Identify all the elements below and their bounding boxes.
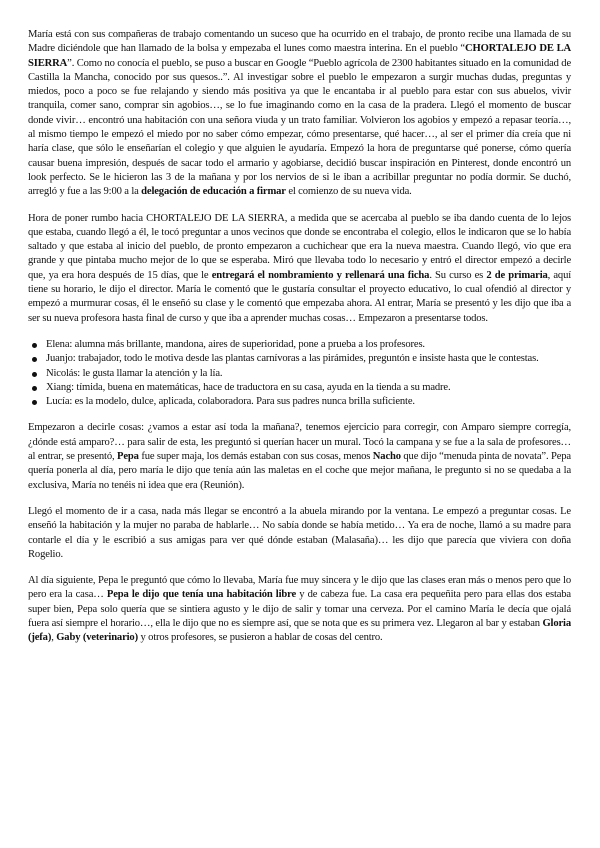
bold-text: CHORTALEJO DE LA SIERRA (28, 43, 571, 69)
text-run: , aquí tiene su horario, le dijo el director. María le comentó que le gustaría consultar el proyecto educativo, lo cual ofendió al director y empezó a murmurar cosas, él le enseñó su clase y le comentó que empezaba ahora. Al entrar, María se presentó y les dijo que iba a ser su nueva profesora hasta final de curso y que iba a aprender muchas cosas… Empezaron a presentarse todos. (28, 269, 572, 324)
bold-text: Pepa le dijo que tenía una habitación libre (106, 589, 297, 601)
bold-text: Pepa (117, 451, 139, 463)
bold-text: Nacho (372, 451, 401, 463)
text-run: Hora de poner rumbo hacia CHORTALEJO DE LA SIERRA, a medida que se acercaba al pueblo se iba dando cuenta de lo lejos que estaba, cuando llegó a él, le tocó preguntar a unos vecinos que donde se encontraba el colegio, ellos le indicaron que se lo había saltado y que estaba al inicio del pueblo, de pronto empezaron a cuchichear que era la nueva maestra. Cuando llegó, vio que era grande y que pintaba mucho mejor de lo que se esperaba. Miró que llevaba todo lo necesario y entró el director empezó a decirle que, ya era hora después de 15 días, que le (28, 212, 571, 281)
text-run: el comienzo de su nueva vida. (285, 186, 412, 198)
list-item: Elena: alumna más brillante, mandona, aires de superioridad, pone a prueba a los profesores. (44, 338, 571, 352)
text-run: Empezaron a decirle cosas: ¿vamos a estar así toda la mañana?, tenemos ejercicio para corregir, con Amparo siempre corregía, ¿dónde está amparo?… para salir de esta, les preguntó si querían hacer un mural. Tocó la campana y se fue a la sala de profesores… al entrar, se presentó, (28, 422, 571, 463)
paragraph-staff-room (28, 421, 571, 492)
text-run: y otros profesores, se pusieron a hablar de cosas del centro. (137, 632, 383, 644)
list-item: Juanjo: trabajador, todo le motiva desde las plantas carnívoras a las pirámides, preguntón e insiste hasta que le contestas. (44, 352, 571, 366)
text-run: ”. Como no conocía el pueblo, se puso a buscar en Google “Pueblo agrícola de 2300 habitantes situado en la comunidad de Castilla la Mancha, conocido por sus quesos..”. Al investigar sobre el pueblo le empezaron a surgir muchas dudas, preguntas y miedos, poco a poco se fue relajando y siendo más positiva ya que le encantaba ir al pueblo para estar con sus abuelos, vivir tranquila, comer sano, comprar sin agobios…, se lo fue imaginando como en la casa de la pradera. Llegó el momento de buscar donde vivir… encontró una habitación con una señora viuda y un trato familiar. Volvieron los agobios y empezó a repasar teoría…, al mismo tiempo le empezó el miedo por no saber cómo empezar, cómo presentarse, qué hacer…, al ser el primer día creía que ni haría clase, que sólo le enseñarían el colegio y que alguien le ayudaría. Empezó la hora de preguntarse qué ponerse, cómo quería causar buena impresión, después de sacar todo el armario y agobiarse, decidió buscar inspiración en Pinterest, donde encontró un look perfecto. Se le hicieron las 3 de la mañana y por los nervios de si le iban a acribillar preguntar no podía dormir. Se duchó, arregló y fue a las 9:00 a la (28, 57, 571, 198)
list-item: Xiang: tímida, buena en matemáticas, hace de traductora en su casa, ayuda en la tienda a su madre. (44, 381, 571, 395)
bold-text: delegación de educación a firmar (141, 186, 286, 198)
bold-text: 2 de primaria (486, 269, 548, 281)
text-run: . Su curso es (429, 269, 487, 281)
bold-text: Gloria (jefa) (28, 617, 571, 644)
paragraph-next-day (28, 574, 571, 645)
list-item: Lucía: es la modelo, dulce, aplicada, colaboradora. Para sus padres nunca brilla suficiente. (44, 395, 571, 409)
text-run: María está con sus compañeras de trabajo comentando un suceso que ha ocurrido en el trabajo, de pronto recibe una llamada de su Madre diciéndole que han llamado de la bolsa y empezaba el lunes como maestra interina. En el pueblo “ (28, 29, 571, 55)
bold-text: entregará el nombramiento y rellenará una ficha (211, 269, 430, 281)
text-run: Al día siguiente, Pepa le preguntó que cómo lo llevaba, María fue muy sincera y le dijo que las clases eran más o menos pero que lo pero era la casa… (28, 575, 571, 601)
text-run: fue super maja, los demás estaban con sus cosas, menos (138, 451, 373, 463)
text-run: , (51, 632, 57, 644)
text-run: que dijo “menuda pinta de novata”. Pepa quería ponerla al día, pero maría le dijo que tenía aún las maletas en el coche que mejor mañana, le pregunto si no se quedaba a la exclusiva, María no tenéis ni idea que era (Reunión). (28, 451, 571, 491)
text-run: y de cabeza fue. La casa era pequeñita pero para ellas dos estaba super bien, Pepa solo quería que se sintiera agusto y le dijo de salir y tomar una cerveza. Por el camino María le decía que ojalá fuera así siempre el horario…, ella le dijo que no es siempre así, que se nota que es su primera vez. Llegaron al bar y estaban (28, 589, 571, 629)
paragraph-arrival (28, 212, 571, 326)
paragraph-intro (28, 28, 571, 200)
paragraph-home (28, 505, 571, 562)
student-list (28, 338, 571, 409)
document-page (28, 28, 571, 658)
list-item: Nicolás: le gusta llamar la atención y la lía. (44, 367, 571, 381)
bold-text: Gaby (veterinario) (56, 632, 138, 644)
text-run: Llegó el momento de ir a casa, nada más llegar se encontró a la abuela mirando por la ventana. Le empezó a preguntar cosas. Le enseñó la habitación y la mujer no paraba de hablarle… No sabía donde se había metido… Ya era de noche, llamó a su madre para contarle el día y le escribió a sus amigas para ver qué dónde estaban (Malasaña)… les dijo que parecía que viviera con doña Rogelio. (28, 505, 571, 560)
